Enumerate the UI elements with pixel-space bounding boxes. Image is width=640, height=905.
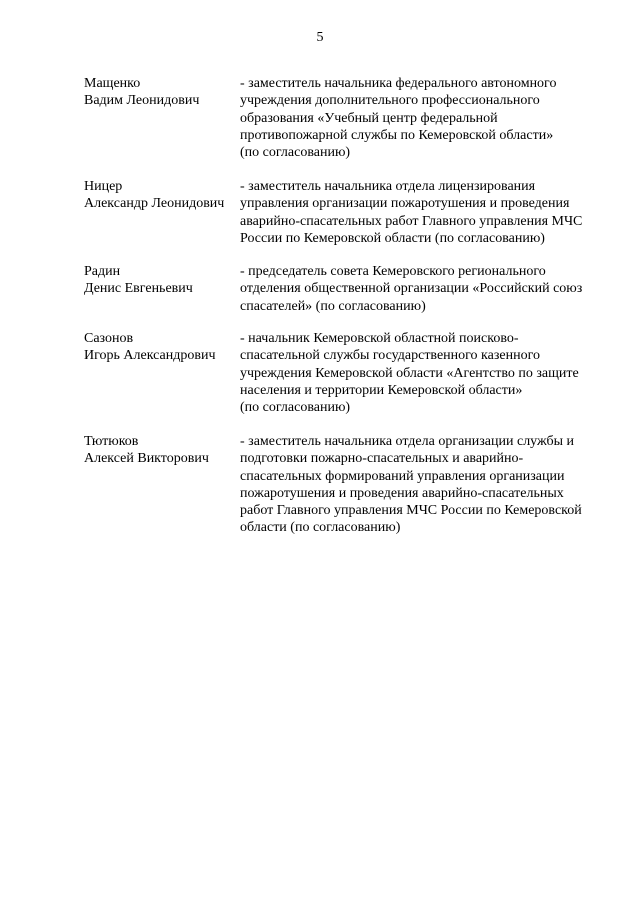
member-given-names: Денис Евгеньевич xyxy=(84,281,193,297)
member-description xyxy=(240,330,610,416)
description-line: спасателей» (по согласованию) xyxy=(240,298,426,314)
member-name xyxy=(84,433,244,468)
description-line: противопожарной службы по Кемеровской области» xyxy=(240,127,554,143)
description-line: - председатель совета Кемеровского регионального xyxy=(240,264,546,279)
member-surname: Тютюков xyxy=(84,434,139,449)
description-line: области (по согласованию) xyxy=(240,520,401,536)
member-name xyxy=(84,330,244,365)
member-surname: Радин xyxy=(84,264,121,279)
description-line: учреждения дополнительного профессионального xyxy=(240,93,540,109)
description-line: аварийно-спасательных работ Главного управления МЧС xyxy=(240,213,583,229)
member-description xyxy=(240,178,610,247)
member-description xyxy=(240,433,610,537)
member-given-names: Вадим Леонидович xyxy=(84,93,200,109)
description-line: спасательной службы государственного казенного xyxy=(240,348,540,364)
description-line: образования «Учебный центр федеральной xyxy=(240,110,498,126)
description-line: России по Кемеровской области (по согласованию) xyxy=(240,230,545,246)
description-line: (по согласованию) xyxy=(240,145,351,161)
description-line: пожаротушения и проведения аварийно-спасательных xyxy=(240,485,564,501)
member-name xyxy=(84,263,244,298)
member-given-names: Алексей Викторович xyxy=(84,451,209,467)
description-line: (по согласованию) xyxy=(240,400,351,416)
description-line: - заместитель начальника федерального автономного xyxy=(240,76,557,91)
description-line: - начальник Кемеровской областной поисково- xyxy=(240,331,519,346)
member-name xyxy=(84,75,244,110)
member-given-names: Игорь Александрович xyxy=(84,348,216,364)
member-description xyxy=(240,75,610,161)
member-surname: Ницер xyxy=(84,179,123,194)
description-line: - заместитель начальника отдела организации службы и xyxy=(240,434,575,449)
description-line: работ Главного управления МЧС России по Кемеровской xyxy=(240,503,582,519)
member-name xyxy=(84,178,244,213)
description-line: - заместитель начальника отдела лицензирования xyxy=(240,179,536,194)
member-surname: Мащенко xyxy=(84,76,141,91)
page-number: 5 xyxy=(316,30,324,45)
description-line: управления организации пожаротушения и проведения xyxy=(240,196,570,212)
description-line: населения и территории Кемеровской области» xyxy=(240,382,523,398)
member-surname: Сазонов xyxy=(84,331,134,346)
description-line: спасательных формирований управления организации xyxy=(240,468,565,484)
description-line: отделения общественной организации «Российский союз xyxy=(240,281,583,297)
description-line: подготовки пожарно-спасательных и аварийно- xyxy=(240,451,524,467)
member-given-names: Александр Леонидович xyxy=(84,196,225,212)
member-description xyxy=(240,263,610,315)
description-line: учреждения Кемеровской области «Агентство по защите xyxy=(240,365,579,381)
